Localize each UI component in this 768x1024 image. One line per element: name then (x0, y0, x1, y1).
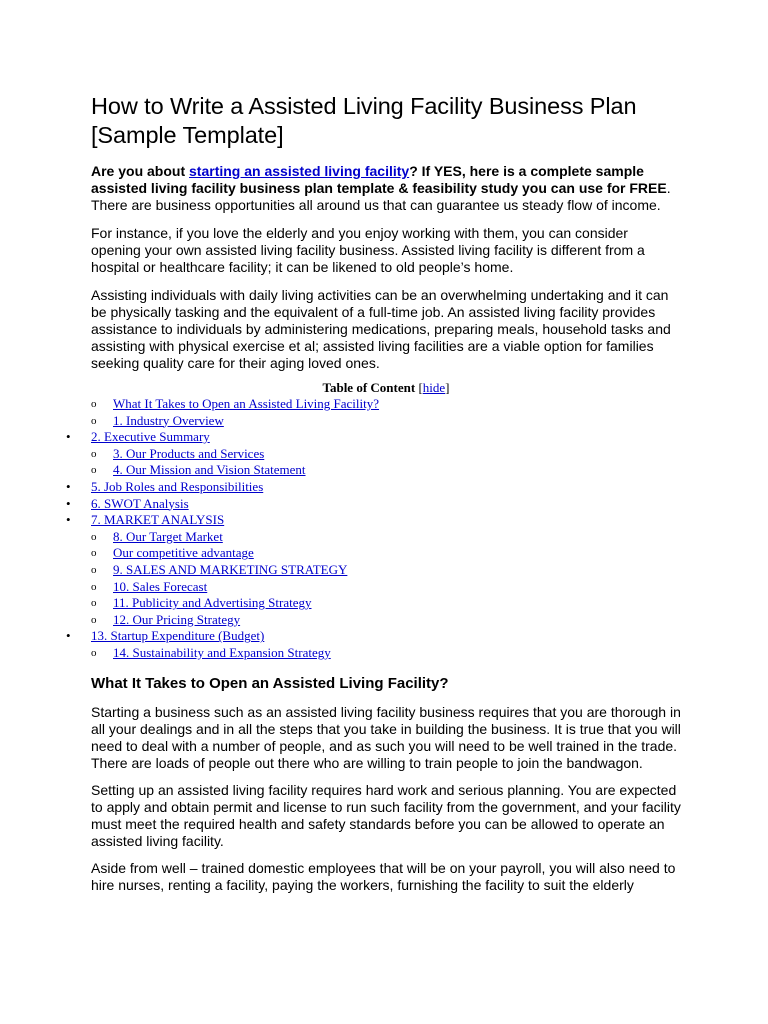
section-paragraph-1: Starting a business such as an assisted living facility business requires that you are thorough in all your dealings and in all the steps that you take in building the business. It is true that you will need to deal with a number of people, and as such you will need to be well trained in the trade. There are loads of people out there who are willing to train people to join the bandwagon. (91, 703, 681, 771)
toc-item (91, 545, 681, 562)
toc-link[interactable]: Our competitive advantage (113, 545, 254, 561)
intro-rest: . There are business opportunities all around us that can guarantee us steady flow of income. (91, 180, 671, 213)
section-heading: What It Takes to Open an Assisted Living Facility? (91, 674, 449, 692)
page-title: How to Write a Assisted Living Facility Business Plan [Sample Template] (91, 93, 637, 148)
toc-item (91, 512, 681, 529)
toc-link[interactable]: 3. Our Products and Services (113, 445, 265, 461)
toc-link[interactable]: 7. MARKET ANALYSIS (91, 512, 225, 528)
toc-link[interactable]: 10. Sales Forecast (113, 578, 208, 594)
toc-item (91, 446, 681, 463)
document-page (91, 92, 681, 894)
toc-item (91, 628, 681, 645)
intro-lead-bold: Are you about (91, 163, 190, 179)
toc-item (91, 396, 681, 413)
paragraph-elderly: For instance, if you love the elderly and you enjoy working with them, you can consider opening your own assisted living facility business. Assisted living facility is different from a hospital or healthcare facility; it can be likened to old people’s home. (91, 225, 645, 275)
toc-link[interactable]: 1. Industry Overview (113, 412, 224, 428)
toc-list (91, 396, 681, 662)
toc-header: Table of Content [hide] (322, 380, 450, 395)
intro-lead-bold-2: ? If YES, here is a complete sample assisted living facility business plan template & feasibility study you can use for FREE (91, 163, 667, 196)
toc-item (91, 429, 681, 446)
toc-item (91, 595, 681, 612)
toc-link[interactable]: 11. Publicity and Advertising Strategy (113, 595, 312, 611)
section-paragraph-2: Setting up an assisted living facility requires hard work and serious planning. You are expected to apply and obtain permit and license to run such facility from the government, and your facility must meet the required health and safety standards before you can be allowed to operate an assisted living facility. (91, 781, 681, 849)
toc-link[interactable]: 2. Executive Summary (91, 429, 210, 445)
toc-link[interactable]: 8. Our Target Market (113, 528, 223, 544)
toc-title: Table of Content (322, 380, 416, 395)
toc-link[interactable]: 14. Sustainability and Expansion Strategy (113, 644, 331, 660)
toc-link[interactable]: 13. Startup Expenditure (Budget) (91, 628, 265, 644)
toc-link[interactable]: 5. Job Roles and Responsibilities (91, 478, 264, 494)
toc-link[interactable]: 4. Our Mission and Vision Statement (113, 462, 306, 478)
toc-item (91, 645, 681, 662)
toc-item (91, 479, 681, 496)
toc-hide-link[interactable]: hide (422, 380, 446, 395)
section-paragraph-3: Aside from well – trained domestic employees that will be on your payroll, you will also need to hire nurses, renting a facility, paying the workers, furnishing the facility to suit the elderly (91, 859, 676, 893)
table-of-contents (91, 396, 681, 662)
starting-facility-link[interactable]: starting an assisted living facility (189, 163, 410, 179)
toc-link[interactable]: 12. Our Pricing Strategy (113, 611, 241, 627)
intro-paragraph (91, 163, 681, 214)
paragraph-assisting: Assisting individuals with daily living activities can be an overwhelming undertaking and it can be physically tasking and the equivalent of a full-time job. An assisted living facility provides assistance to individuals by administering medications, preparing meals, household tasks and assisting with physical exercise et al; assisted living facilities are a viable option for families seeking quality care for their aging loved ones. (91, 287, 671, 371)
toc-link[interactable]: What It Takes to Open an Assisted Living Facility? (113, 396, 380, 411)
toc-item (91, 579, 681, 596)
toc-item (91, 529, 681, 546)
toc-item (91, 562, 681, 579)
toc-link[interactable]: 6. SWOT Analysis (91, 495, 189, 511)
toc-item (91, 612, 681, 629)
toc-item (91, 496, 681, 513)
toc-item (91, 413, 681, 430)
toc-item (91, 462, 681, 479)
toc-link[interactable]: 9. SALES AND MARKETING STRATEGY (113, 561, 348, 577)
